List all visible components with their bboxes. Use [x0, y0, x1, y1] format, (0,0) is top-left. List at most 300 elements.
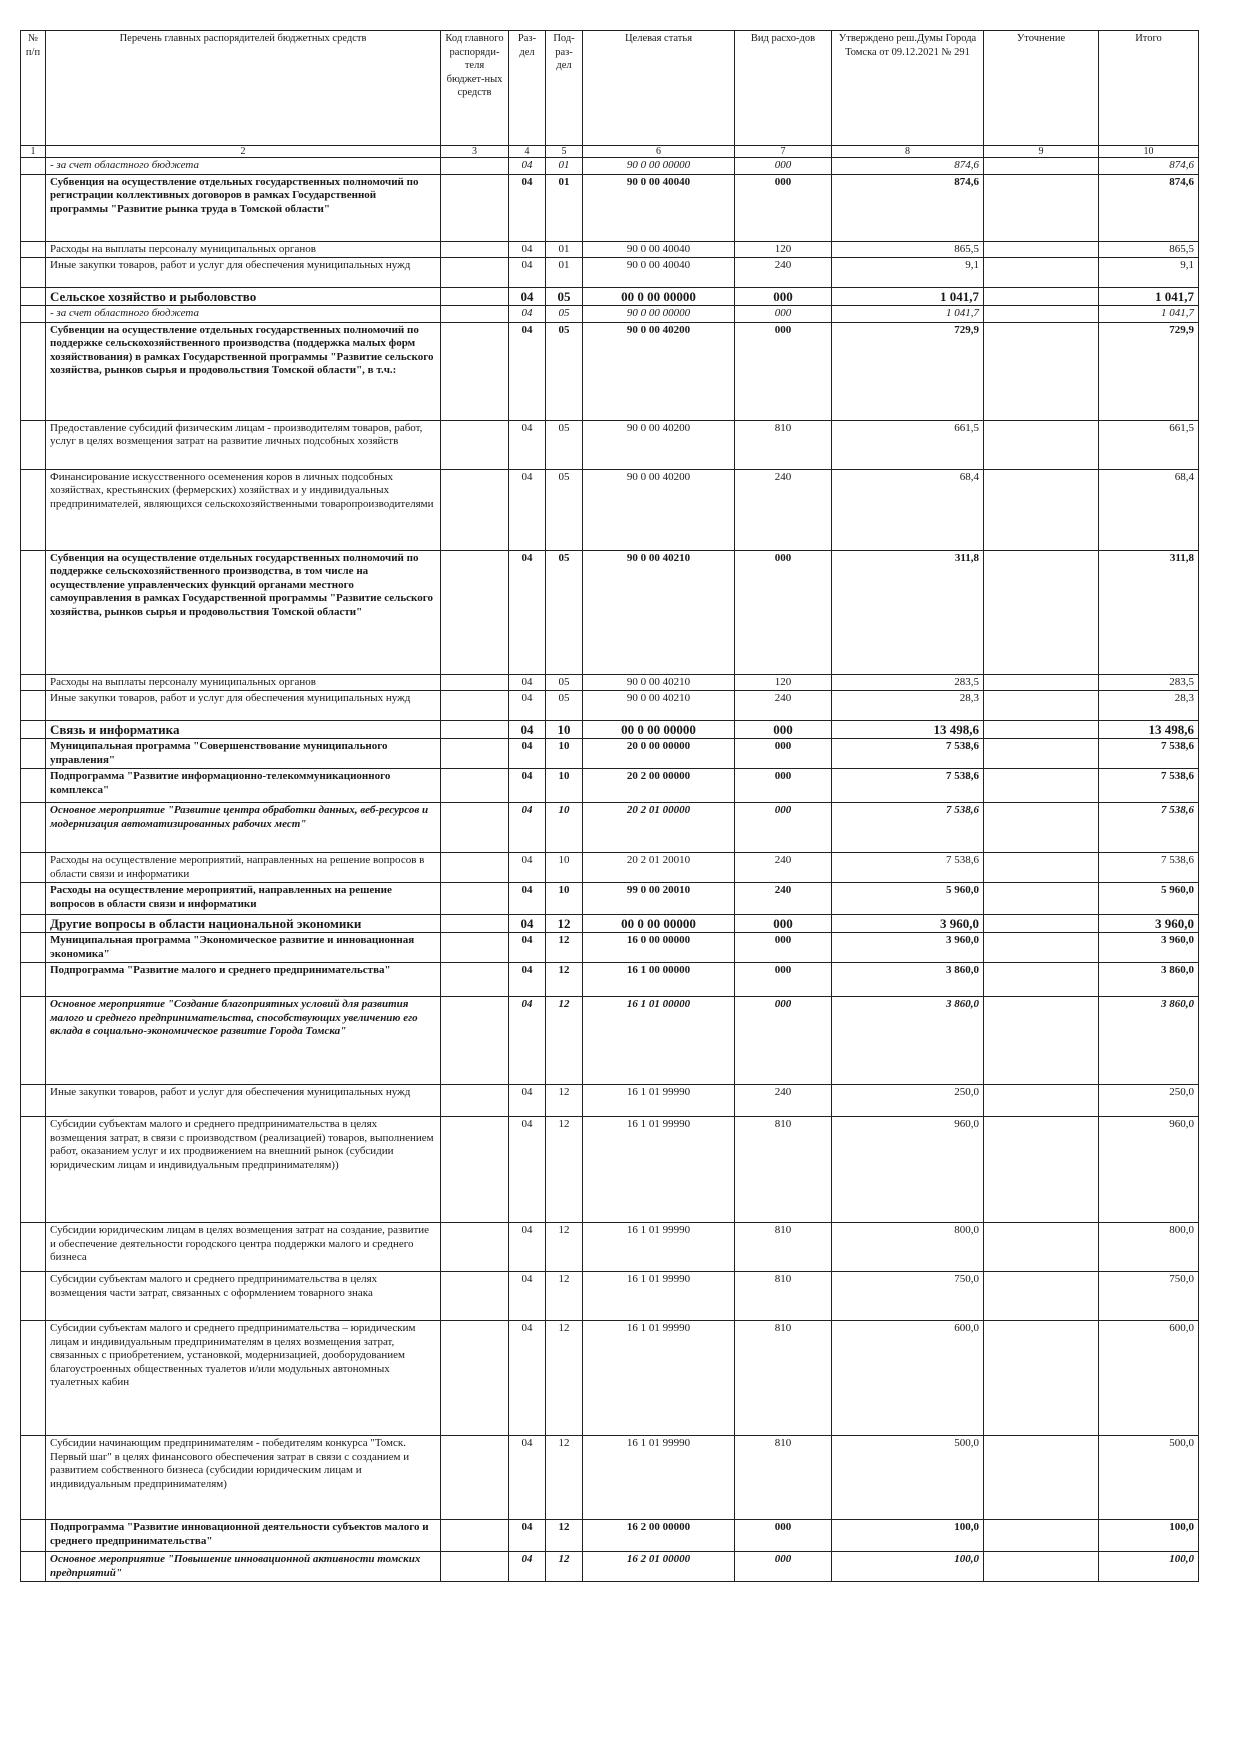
cell-subsection: 01 — [546, 258, 583, 288]
cell-grbs-code — [441, 1085, 509, 1117]
col-header-target-article: Целевая статья — [583, 31, 735, 146]
cell-expense-type: 000 — [735, 739, 832, 769]
cell-target-article: 20 2 01 00000 — [583, 803, 735, 853]
table-row — [21, 241, 1199, 258]
cell-name: - за счет областного бюджета — [46, 306, 441, 323]
cell-approved: 661,5 — [832, 420, 984, 469]
cell-clarification — [984, 963, 1099, 997]
cell-name: Муниципальная программа "Экономическое развитие и инновационная экономика" — [46, 933, 441, 963]
cell-subsection: 12 — [546, 1223, 583, 1272]
col-header-name: Перечень главных распорядителей бюджетных средств — [46, 31, 441, 146]
column-number: 4 — [509, 146, 546, 158]
cell-grbs-code — [441, 288, 509, 306]
cell-number — [21, 963, 46, 997]
cell-approved: 7 538,6 — [832, 769, 984, 803]
table-row — [21, 1223, 1199, 1272]
cell-total: 729,9 — [1099, 322, 1199, 420]
cell-section: 04 — [509, 1552, 546, 1582]
cell-number — [21, 997, 46, 1085]
cell-expense-type: 000 — [735, 963, 832, 997]
cell-approved: 600,0 — [832, 1321, 984, 1436]
cell-number — [21, 1520, 46, 1552]
table-row — [21, 1272, 1199, 1321]
column-number: 5 — [546, 146, 583, 158]
cell-name: Расходы на выплаты персоналу муниципальных органов — [46, 674, 441, 691]
cell-approved: 7 538,6 — [832, 739, 984, 769]
cell-clarification — [984, 691, 1099, 721]
cell-approved: 750,0 — [832, 1272, 984, 1321]
cell-section: 04 — [509, 691, 546, 721]
table-row — [21, 174, 1199, 241]
cell-name: Предоставление субсидий физическим лицам - производителям товаров, работ, услуг в целях возмещения затрат на развитие личных подсобных хозяйств — [46, 420, 441, 469]
cell-total: 3 960,0 — [1099, 915, 1199, 933]
cell-grbs-code — [441, 322, 509, 420]
cell-approved: 865,5 — [832, 241, 984, 258]
cell-section: 04 — [509, 1272, 546, 1321]
cell-name: Подпрограмма "Развитие инновационной деятельности субъектов малого и среднего предпринимательства" — [46, 1520, 441, 1552]
cell-name: Субсидии субъектам малого и среднего предпринимательства в целях возмещения затрат, в связи с производством (реализацией) товаров, выполнением работ, оказанием услуг и их продвижением на внешний рынок (субсидии юридическим лицам и индивидуальным предпринимателям)) — [46, 1117, 441, 1223]
cell-total: 5 960,0 — [1099, 883, 1199, 915]
cell-target-article: 16 1 01 99990 — [583, 1436, 735, 1520]
cell-expense-type: 240 — [735, 469, 832, 550]
cell-name: Иные закупки товаров, работ и услуг для обеспечения муниципальных нужд — [46, 258, 441, 288]
column-number-row — [21, 146, 1199, 158]
table-row — [21, 1321, 1199, 1436]
cell-approved: 3 860,0 — [832, 997, 984, 1085]
cell-grbs-code — [441, 915, 509, 933]
cell-subsection: 01 — [546, 174, 583, 241]
cell-expense-type: 000 — [735, 803, 832, 853]
column-number: 9 — [984, 146, 1099, 158]
cell-section: 04 — [509, 883, 546, 915]
table-row — [21, 963, 1199, 997]
column-number: 1 — [21, 146, 46, 158]
cell-number — [21, 241, 46, 258]
column-number: 2 — [46, 146, 441, 158]
column-number: 8 — [832, 146, 984, 158]
cell-clarification — [984, 803, 1099, 853]
cell-clarification — [984, 469, 1099, 550]
cell-section: 04 — [509, 420, 546, 469]
cell-number — [21, 721, 46, 739]
cell-clarification — [984, 1436, 1099, 1520]
cell-subsection: 12 — [546, 1117, 583, 1223]
cell-number — [21, 420, 46, 469]
cell-grbs-code — [441, 853, 509, 883]
cell-subsection: 05 — [546, 691, 583, 721]
cell-expense-type: 000 — [735, 769, 832, 803]
cell-clarification — [984, 1321, 1099, 1436]
cell-number — [21, 1552, 46, 1582]
table-row — [21, 674, 1199, 691]
cell-number — [21, 933, 46, 963]
table-row — [21, 721, 1199, 739]
cell-target-article: 90 0 00 40200 — [583, 420, 735, 469]
cell-name: Муниципальная программа "Совершенствование муниципального управления" — [46, 739, 441, 769]
table-row — [21, 803, 1199, 853]
table-row — [21, 322, 1199, 420]
cell-name: Субвенция на осуществление отдельных государственных полномочий по поддержке сельскохозяйственного производства, в том числе на осуществление управленческих функций органами местного самоуправления в рамках Государственной программы "Развитие сельского хозяйства, рынков сырья и продовольствия Томской области" — [46, 550, 441, 674]
cell-section: 04 — [509, 1520, 546, 1552]
cell-grbs-code — [441, 997, 509, 1085]
cell-total: 661,5 — [1099, 420, 1199, 469]
cell-target-article: 16 1 01 00000 — [583, 997, 735, 1085]
cell-number — [21, 674, 46, 691]
cell-total: 283,5 — [1099, 674, 1199, 691]
cell-approved: 3 860,0 — [832, 963, 984, 997]
cell-section: 04 — [509, 997, 546, 1085]
cell-clarification — [984, 1552, 1099, 1582]
cell-target-article: 90 0 00 40040 — [583, 241, 735, 258]
cell-grbs-code — [441, 1520, 509, 1552]
cell-name: Подпрограмма "Развитие информационно-телекоммуникационного комплекса" — [46, 769, 441, 803]
cell-subsection: 05 — [546, 550, 583, 674]
cell-section: 04 — [509, 739, 546, 769]
cell-clarification — [984, 915, 1099, 933]
cell-number — [21, 691, 46, 721]
col-header-expense-type: Вид расхо-дов — [735, 31, 832, 146]
col-header-subsection: Под-раз-дел — [546, 31, 583, 146]
cell-total: 9,1 — [1099, 258, 1199, 288]
cell-approved: 7 538,6 — [832, 853, 984, 883]
cell-target-article: 00 0 00 00000 — [583, 288, 735, 306]
cell-approved: 9,1 — [832, 258, 984, 288]
col-header-approved: Утверждено реш.Думы Города Томска от 09.12.2021 № 291 — [832, 31, 984, 146]
cell-clarification — [984, 420, 1099, 469]
cell-section: 04 — [509, 1321, 546, 1436]
table-row — [21, 1520, 1199, 1552]
cell-number — [21, 1117, 46, 1223]
cell-total: 68,4 — [1099, 469, 1199, 550]
cell-expense-type: 810 — [735, 420, 832, 469]
cell-total: 960,0 — [1099, 1117, 1199, 1223]
cell-expense-type: 000 — [735, 915, 832, 933]
cell-number — [21, 1223, 46, 1272]
cell-section: 04 — [509, 1223, 546, 1272]
cell-subsection: 12 — [546, 915, 583, 933]
cell-section: 04 — [509, 1117, 546, 1223]
cell-expense-type: 000 — [735, 933, 832, 963]
cell-name: - за счет областного бюджета — [46, 158, 441, 175]
cell-number — [21, 1085, 46, 1117]
table-row — [21, 853, 1199, 883]
cell-clarification — [984, 1272, 1099, 1321]
cell-approved: 3 960,0 — [832, 933, 984, 963]
cell-number — [21, 174, 46, 241]
cell-grbs-code — [441, 933, 509, 963]
cell-grbs-code — [441, 1117, 509, 1223]
cell-number — [21, 469, 46, 550]
cell-name: Связь и информатика — [46, 721, 441, 739]
col-header-grbs-code: Код главного распоряди-теля бюджет-ных средств — [441, 31, 509, 146]
cell-target-article: 16 1 00 00000 — [583, 963, 735, 997]
cell-subsection: 12 — [546, 997, 583, 1085]
cell-name: Другие вопросы в области национальной экономики — [46, 915, 441, 933]
cell-section: 04 — [509, 853, 546, 883]
cell-total: 7 538,6 — [1099, 769, 1199, 803]
table-body — [21, 158, 1199, 1582]
cell-expense-type: 240 — [735, 691, 832, 721]
cell-approved: 7 538,6 — [832, 803, 984, 853]
cell-total: 250,0 — [1099, 1085, 1199, 1117]
cell-section: 04 — [509, 933, 546, 963]
cell-target-article: 90 0 00 40210 — [583, 674, 735, 691]
cell-target-article: 00 0 00 00000 — [583, 915, 735, 933]
cell-grbs-code — [441, 769, 509, 803]
cell-target-article: 20 2 01 20010 — [583, 853, 735, 883]
cell-section: 04 — [509, 550, 546, 674]
cell-expense-type: 810 — [735, 1117, 832, 1223]
cell-expense-type: 000 — [735, 306, 832, 323]
cell-subsection: 01 — [546, 241, 583, 258]
table-row — [21, 933, 1199, 963]
cell-grbs-code — [441, 306, 509, 323]
cell-target-article: 90 0 00 00000 — [583, 306, 735, 323]
table-row — [21, 997, 1199, 1085]
cell-expense-type: 000 — [735, 721, 832, 739]
cell-target-article: 90 0 00 40200 — [583, 322, 735, 420]
cell-clarification — [984, 739, 1099, 769]
table-row — [21, 1117, 1199, 1223]
cell-target-article: 90 0 00 40210 — [583, 550, 735, 674]
cell-target-article: 90 0 00 40200 — [583, 469, 735, 550]
cell-number — [21, 306, 46, 323]
cell-total: 311,8 — [1099, 550, 1199, 674]
cell-expense-type: 000 — [735, 288, 832, 306]
cell-subsection: 10 — [546, 769, 583, 803]
cell-name: Основное мероприятие "Создание благоприятных условий для развития малого и среднего предпринимательства, способствующих увеличению его вклада в социально-экономическое развитие Города Томска" — [46, 997, 441, 1085]
cell-section: 04 — [509, 158, 546, 175]
cell-subsection: 12 — [546, 1321, 583, 1436]
cell-expense-type: 810 — [735, 1272, 832, 1321]
cell-approved: 729,9 — [832, 322, 984, 420]
cell-target-article: 16 2 00 00000 — [583, 1520, 735, 1552]
cell-total: 3 860,0 — [1099, 963, 1199, 997]
table-row — [21, 420, 1199, 469]
cell-subsection: 10 — [546, 803, 583, 853]
budget-table — [20, 30, 1199, 1582]
cell-grbs-code — [441, 721, 509, 739]
col-header-total: Итого — [1099, 31, 1199, 146]
cell-subsection: 12 — [546, 1436, 583, 1520]
cell-expense-type: 240 — [735, 883, 832, 915]
cell-total: 100,0 — [1099, 1520, 1199, 1552]
cell-name: Подпрограмма "Развитие малого и среднего предпринимательства" — [46, 963, 441, 997]
column-number: 6 — [583, 146, 735, 158]
cell-clarification — [984, 241, 1099, 258]
cell-expense-type: 240 — [735, 853, 832, 883]
cell-approved: 311,8 — [832, 550, 984, 674]
cell-number — [21, 803, 46, 853]
cell-expense-type: 000 — [735, 550, 832, 674]
cell-section: 04 — [509, 241, 546, 258]
cell-target-article: 90 0 00 40040 — [583, 258, 735, 288]
cell-grbs-code — [441, 803, 509, 853]
cell-subsection: 12 — [546, 1085, 583, 1117]
cell-number — [21, 158, 46, 175]
cell-clarification — [984, 853, 1099, 883]
cell-name: Расходы на осуществление мероприятий, направленных на решение вопросов в области связи и информатики — [46, 883, 441, 915]
cell-section: 04 — [509, 174, 546, 241]
cell-clarification — [984, 997, 1099, 1085]
cell-number — [21, 883, 46, 915]
cell-approved: 28,3 — [832, 691, 984, 721]
cell-subsection: 10 — [546, 883, 583, 915]
cell-name: Финансирование искусственного осеменения коров в личных подсобных хозяйствах, крестьянских (фермерских) хозяйствах и у индивидуальных предпринимателей, являющихся сельскохозяйственными товаропроизводителями — [46, 469, 441, 550]
cell-subsection: 12 — [546, 963, 583, 997]
cell-section: 04 — [509, 915, 546, 933]
cell-expense-type: 000 — [735, 1520, 832, 1552]
cell-number — [21, 739, 46, 769]
cell-total: 7 538,6 — [1099, 853, 1199, 883]
cell-grbs-code — [441, 1321, 509, 1436]
cell-section: 04 — [509, 1436, 546, 1520]
cell-clarification — [984, 1085, 1099, 1117]
cell-subsection: 05 — [546, 306, 583, 323]
cell-clarification — [984, 721, 1099, 739]
cell-subsection: 10 — [546, 739, 583, 769]
column-number: 7 — [735, 146, 832, 158]
cell-name: Иные закупки товаров, работ и услуг для обеспечения муниципальных нужд — [46, 691, 441, 721]
cell-number — [21, 853, 46, 883]
cell-subsection: 12 — [546, 1520, 583, 1552]
column-number: 3 — [441, 146, 509, 158]
cell-target-article: 90 0 00 40210 — [583, 691, 735, 721]
cell-section: 04 — [509, 674, 546, 691]
table-row — [21, 469, 1199, 550]
cell-expense-type: 810 — [735, 1223, 832, 1272]
cell-total: 865,5 — [1099, 241, 1199, 258]
cell-clarification — [984, 306, 1099, 323]
cell-grbs-code — [441, 550, 509, 674]
cell-approved: 13 498,6 — [832, 721, 984, 739]
cell-target-article: 99 0 00 20010 — [583, 883, 735, 915]
table-row — [21, 1552, 1199, 1582]
cell-grbs-code — [441, 1552, 509, 1582]
cell-number — [21, 550, 46, 674]
cell-name: Основное мероприятие "Развитие центра обработки данных, веб-ресурсов и модернизация автоматизированных рабочих мест" — [46, 803, 441, 853]
cell-approved: 1 041,7 — [832, 288, 984, 306]
cell-section: 04 — [509, 803, 546, 853]
cell-grbs-code — [441, 739, 509, 769]
cell-approved: 960,0 — [832, 1117, 984, 1223]
cell-expense-type: 000 — [735, 1552, 832, 1582]
cell-total: 7 538,6 — [1099, 739, 1199, 769]
cell-approved: 874,6 — [832, 158, 984, 175]
cell-total: 800,0 — [1099, 1223, 1199, 1272]
cell-grbs-code — [441, 674, 509, 691]
table-row — [21, 288, 1199, 306]
cell-expense-type: 000 — [735, 158, 832, 175]
cell-total: 13 498,6 — [1099, 721, 1199, 739]
cell-clarification — [984, 883, 1099, 915]
cell-target-article: 16 1 01 99990 — [583, 1117, 735, 1223]
cell-number — [21, 1321, 46, 1436]
cell-approved: 100,0 — [832, 1552, 984, 1582]
cell-name: Субсидии юридическим лицам в целях возмещения затрат на создание, развитие и обеспечение деятельности городского центра поддержки малого и среднего бизнеса — [46, 1223, 441, 1272]
table-row — [21, 883, 1199, 915]
cell-total: 1 041,7 — [1099, 288, 1199, 306]
cell-clarification — [984, 769, 1099, 803]
cell-grbs-code — [441, 420, 509, 469]
cell-section: 04 — [509, 469, 546, 550]
cell-number — [21, 258, 46, 288]
cell-approved: 283,5 — [832, 674, 984, 691]
cell-clarification — [984, 674, 1099, 691]
cell-subsection: 05 — [546, 469, 583, 550]
cell-total: 28,3 — [1099, 691, 1199, 721]
cell-approved: 250,0 — [832, 1085, 984, 1117]
cell-clarification — [984, 288, 1099, 306]
cell-expense-type: 000 — [735, 322, 832, 420]
cell-target-article: 00 0 00 00000 — [583, 721, 735, 739]
cell-clarification — [984, 174, 1099, 241]
cell-section: 04 — [509, 963, 546, 997]
cell-approved: 1 041,7 — [832, 306, 984, 323]
table-row — [21, 1085, 1199, 1117]
cell-number — [21, 1272, 46, 1321]
cell-grbs-code — [441, 1436, 509, 1520]
cell-approved: 68,4 — [832, 469, 984, 550]
cell-target-article: 20 2 00 00000 — [583, 769, 735, 803]
cell-clarification — [984, 258, 1099, 288]
cell-approved: 500,0 — [832, 1436, 984, 1520]
cell-subsection: 12 — [546, 1272, 583, 1321]
cell-approved: 3 960,0 — [832, 915, 984, 933]
cell-expense-type: 240 — [735, 258, 832, 288]
cell-clarification — [984, 1223, 1099, 1272]
cell-clarification — [984, 322, 1099, 420]
table-row — [21, 158, 1199, 175]
cell-number — [21, 769, 46, 803]
cell-number — [21, 1436, 46, 1520]
table-row — [21, 306, 1199, 323]
table-row — [21, 739, 1199, 769]
cell-target-article: 90 0 00 40040 — [583, 174, 735, 241]
cell-clarification — [984, 1117, 1099, 1223]
cell-name: Иные закупки товаров, работ и услуг для обеспечения муниципальных нужд — [46, 1085, 441, 1117]
cell-total: 874,6 — [1099, 174, 1199, 241]
cell-grbs-code — [441, 1223, 509, 1272]
cell-total: 1 041,7 — [1099, 306, 1199, 323]
cell-subsection: 05 — [546, 288, 583, 306]
cell-subsection: 12 — [546, 933, 583, 963]
cell-expense-type: 120 — [735, 241, 832, 258]
cell-subsection: 05 — [546, 674, 583, 691]
col-header-section: Раз-дел — [509, 31, 546, 146]
col-header-number: № п/п — [21, 31, 46, 146]
cell-name: Расходы на осуществление мероприятий, направленных на решение вопросов в области связи и информатики — [46, 853, 441, 883]
table-row — [21, 550, 1199, 674]
table-row — [21, 769, 1199, 803]
cell-section: 04 — [509, 721, 546, 739]
cell-grbs-code — [441, 963, 509, 997]
cell-target-article: 16 0 00 00000 — [583, 933, 735, 963]
cell-total: 100,0 — [1099, 1552, 1199, 1582]
cell-approved: 100,0 — [832, 1520, 984, 1552]
cell-section: 04 — [509, 288, 546, 306]
cell-total: 750,0 — [1099, 1272, 1199, 1321]
cell-total: 7 538,6 — [1099, 803, 1199, 853]
cell-total: 3 960,0 — [1099, 933, 1199, 963]
table-row — [21, 691, 1199, 721]
cell-expense-type: 810 — [735, 1436, 832, 1520]
table-row — [21, 1436, 1199, 1520]
cell-section: 04 — [509, 769, 546, 803]
cell-grbs-code — [441, 174, 509, 241]
cell-name: Расходы на выплаты персоналу муниципальных органов — [46, 241, 441, 258]
cell-clarification — [984, 158, 1099, 175]
